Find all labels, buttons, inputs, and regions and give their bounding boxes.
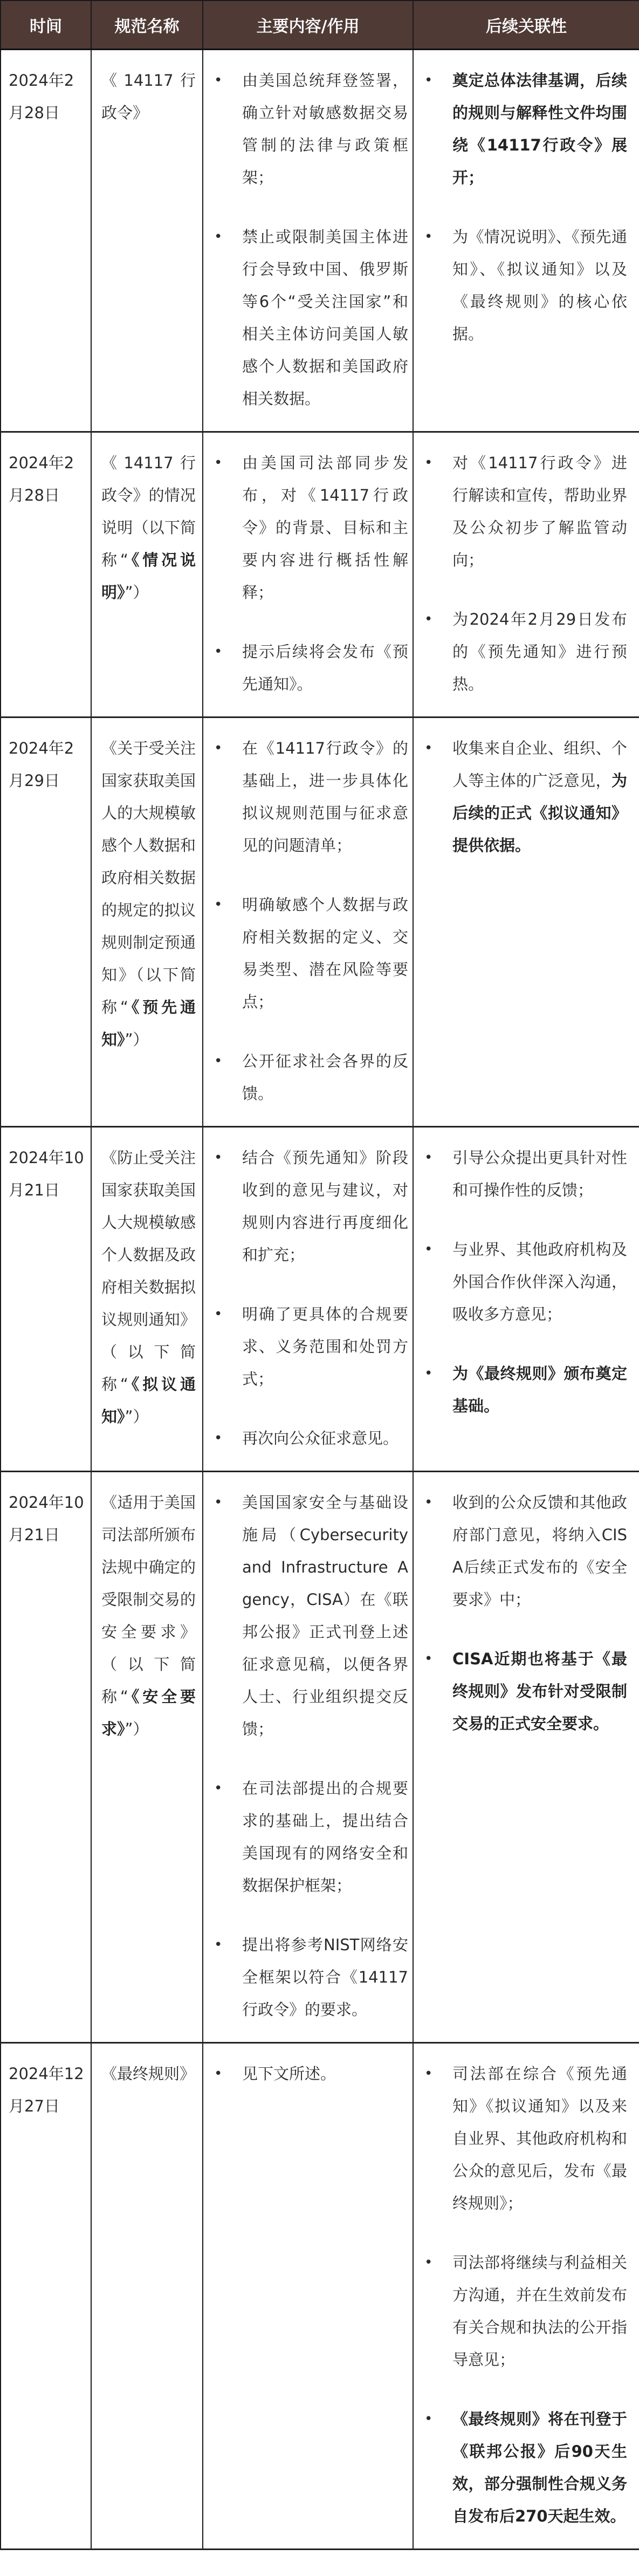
content-bullet-item (203, 1045, 408, 1110)
date-cell: 2024年2月28日 (1, 432, 91, 718)
relation-bullet-item (414, 732, 627, 862)
relation-bullet-item (414, 1486, 627, 1616)
relation-list (414, 732, 627, 862)
relation-cell (413, 1127, 639, 1472)
bullet-icon: • (424, 740, 433, 756)
content-list (203, 2058, 408, 2090)
emphasized-text: CISA近期也将基于《最终规则》发布针对受限制交易的正式安全要求。 (452, 1650, 627, 1733)
text: 结合《预先通知》阶段收到的意见与建议，对规则内容进行再度细化和扩充； (242, 1149, 408, 1264)
bullet-icon: • (424, 2411, 433, 2427)
bullet-icon: • (214, 72, 223, 88)
regulation-name-cell (91, 1127, 203, 1472)
content-bullet-item (203, 1422, 408, 1454)
emphasized-text: 为《最终规则》颁布奠定基础。 (452, 1364, 627, 1415)
table-header-row (1, 1, 639, 50)
relation-bullet-item (414, 1233, 627, 1330)
content-list (203, 732, 408, 1110)
date-cell: 2024年2月29日 (1, 718, 91, 1127)
emphasized-text: 奠定总体法律基调，后续的规则与解释性文件均围绕《14117行政令》展开； (452, 71, 627, 187)
content-bullet-item (203, 1486, 408, 1745)
text: 明确了更具体的合规要求、义务范围和处罚方式； (242, 1305, 408, 1388)
relation-bullet-item (414, 1643, 627, 1740)
content-list (203, 447, 408, 700)
bullet-icon: • (424, 229, 433, 245)
relation-bullet-item (414, 603, 627, 700)
content-bullet-item (203, 447, 408, 609)
bullet-icon: • (214, 740, 223, 756)
text: 《14117行政令》 (101, 71, 196, 122)
text: 《适用于美国司法部所颁布法规中确定的受限制交易的安全要求》（以下简称“ (101, 1493, 196, 1706)
content-bullet-item (203, 221, 408, 415)
text: ”） (125, 1030, 149, 1049)
text: 在《14117行政令》的基础上，进一步具体化拟议规则范围与征求意见的问题清单； (242, 739, 408, 855)
relation-bullet-item (414, 221, 627, 350)
text: 提出将参考NIST网络安全框架以符合《14117行政令》的要求。 (242, 1936, 408, 2019)
text: 司法部将继续与利益相关方沟通，并在生效前发布有关合规和执法的公开指导意见； (452, 2253, 627, 2369)
content-list (203, 1142, 408, 1454)
relation-bullet-item (414, 447, 627, 576)
regulation-name-cell (91, 1472, 203, 2043)
bullet-icon: • (424, 455, 433, 471)
content-bullet-item (203, 732, 408, 862)
text: 收到的公众反馈和其他政府部门意见，将纳入CISA后续正式发布的《安全要求》中； (452, 1493, 627, 1609)
relation-list (414, 1486, 627, 1740)
content-cell (203, 718, 413, 1127)
text: 禁止或限制美国主体进行会导致中国、俄罗斯等6个“受关注国家”和相关主体访问美国人敏感个人数据和美国政府相关数据。 (242, 228, 408, 408)
text: 对《14117行政令》进行解读和宣传，帮助业界及公众初步了解监管动向； (452, 454, 627, 569)
bullet-icon: • (214, 1306, 223, 1322)
text: 提示后续将会发布《预先通知》。 (242, 643, 408, 693)
relation-list (414, 447, 627, 700)
content-bullet-item (203, 1142, 408, 1271)
text: 《最终规则》 (101, 2065, 196, 2083)
column-header-content: 主要内容/作用 (203, 1, 413, 50)
emphasized-text: 《预先通知》 (101, 998, 196, 1049)
bullet-icon: • (424, 1651, 433, 1667)
content-bullet-item (203, 1929, 408, 2026)
text: 《关于受关注国家获取美国人的大规模敏感个人数据和政府相关数据的规定的拟议规则制定预通知》（以下简称“ (101, 739, 196, 1016)
relation-bullet-item (414, 64, 627, 194)
content-list (203, 1486, 408, 2026)
content-bullet-item (203, 1772, 408, 1902)
emphasized-text: 《最终规则》将在刊登于《联邦公报》后90天生效，部分强制性合规义务自发布后270天起生效。 (452, 2410, 627, 2525)
relation-cell (413, 50, 639, 432)
text: 在司法部提出的合规要求的基础上，提出结合美国现有的网络安全和数据保护框架； (242, 1779, 408, 1895)
relation-cell (413, 2043, 639, 2550)
date-cell: 2024年10月21日 (1, 1472, 91, 2043)
bullet-icon: • (214, 1780, 223, 1796)
bullet-icon: • (214, 897, 223, 913)
column-header-time: 时间 (1, 1, 91, 50)
relation-cell (413, 718, 639, 1127)
text: ”） (125, 1407, 149, 1426)
text: 见下文所述。 (242, 2065, 336, 2083)
text: 美国国家安全与基础设施局（Cybersecurity and Infrastructure Agency，CISA）在《联邦公报》正式刊登上述征求意见稿，以便各界人士、行业组织提交反馈； (242, 1493, 408, 1738)
relation-bullet-item (414, 2246, 627, 2376)
relation-cell (413, 1472, 639, 2043)
bullet-icon: • (424, 611, 433, 627)
date-cell: 2024年12月27日 (1, 2043, 91, 2550)
regulation-name-cell (91, 2043, 203, 2550)
content-cell (203, 1472, 413, 2043)
text: 再次向公众征求意见。 (242, 1429, 399, 1447)
table-row (1, 432, 639, 718)
text: 引导公众提出更具针对性和可操作性的反馈； (452, 1149, 627, 1199)
text: ”） (125, 1720, 149, 1738)
text: 由美国司法部同步发布，对《14117行政令》的背景、目标和主要内容进行概括性解释； (242, 454, 408, 602)
relation-list (414, 1142, 627, 1422)
emphasized-text: 为后续的正式《拟议通知》提供依据。 (452, 771, 627, 855)
table-row (1, 718, 639, 1127)
bullet-icon: • (214, 1150, 223, 1166)
relation-bullet-item (414, 1357, 627, 1422)
emphasized-text: 《情况说明》 (101, 551, 196, 602)
emphasized-text: 《安全要求》 (101, 1687, 196, 1738)
relation-bullet-item (414, 2403, 627, 2532)
regulation-name-cell (91, 50, 203, 432)
bullet-icon: • (214, 229, 223, 245)
text: 与业界、其他政府机构及外国合作伙伴深入沟通，吸收多方意见； (452, 1240, 627, 1323)
text: 明确敏感个人数据与政府相关数据的定义、交易类型、潜在风险等要点； (242, 896, 408, 1011)
text: 《防止受关注国家获取美国人大规模敏感个人数据及政府相关数据拟议规则通知》（以下简称“ (101, 1149, 196, 1393)
content-bullet-item (203, 2058, 408, 2090)
content-list (203, 64, 408, 415)
bullet-icon: • (214, 1494, 223, 1511)
regulation-name-cell (91, 432, 203, 718)
text: ”） (125, 583, 149, 602)
bullet-icon: • (214, 1937, 223, 1953)
text: 为2024年2月29日发布的《预先通知》进行预热。 (452, 610, 627, 693)
relation-bullet-item (414, 2058, 627, 2219)
bullet-icon: • (424, 1365, 433, 1382)
content-bullet-item (203, 889, 408, 1018)
text: 《14117行政令》的情况说明（以下简称“ (101, 454, 196, 569)
bullet-icon: • (214, 644, 223, 660)
bullet-icon: • (424, 1150, 433, 1166)
content-bullet-item (203, 64, 408, 194)
table-row (1, 1472, 639, 2043)
bullet-icon: • (424, 72, 433, 88)
date-cell: 2024年10月21日 (1, 1127, 91, 1472)
content-cell (203, 50, 413, 432)
text: 为《情况说明》、《预先通知》、《拟议通知》以及《最终规则》的核心依据。 (452, 228, 627, 343)
bullet-icon: • (214, 455, 223, 471)
relation-bullet-item (414, 1142, 627, 1206)
bullet-icon: • (214, 2066, 223, 2082)
text: 由美国总统拜登签署，确立针对敏感数据交易管制的法律与政策框架； (242, 71, 408, 187)
content-cell (203, 432, 413, 718)
table-body (1, 50, 639, 2550)
relation-cell (413, 432, 639, 718)
bullet-icon: • (424, 2254, 433, 2271)
emphasized-text: 《拟议通知》 (101, 1375, 196, 1426)
text: 收集来自企业、组织、个人等主体的广泛意见， (452, 739, 627, 790)
bullet-icon: • (424, 2066, 433, 2082)
content-bullet-item (203, 1298, 408, 1395)
bullet-icon: • (424, 1494, 433, 1511)
table-row (1, 50, 639, 432)
content-cell (203, 1127, 413, 1472)
regulation-name-cell (91, 718, 203, 1127)
bullet-icon: • (214, 1430, 223, 1446)
content-cell (203, 2043, 413, 2550)
table-row (1, 2043, 639, 2550)
table-row (1, 1127, 639, 1472)
bullet-icon: • (424, 1241, 433, 1258)
text: 司法部在综合《预先通知》《拟议通知》以及来自业界、其他政府机构和公众的意见后，发布《最终规则》； (452, 2065, 627, 2212)
column-header-relation: 后续关联性 (413, 1, 639, 50)
relation-list (414, 2058, 627, 2532)
relation-list (414, 64, 627, 350)
bullet-icon: • (214, 1053, 223, 1069)
date-cell: 2024年2月28日 (1, 50, 91, 432)
content-bullet-item (203, 636, 408, 700)
text: 公开征求社会各界的反馈。 (242, 1052, 408, 1103)
column-header-name: 规范名称 (91, 1, 203, 50)
